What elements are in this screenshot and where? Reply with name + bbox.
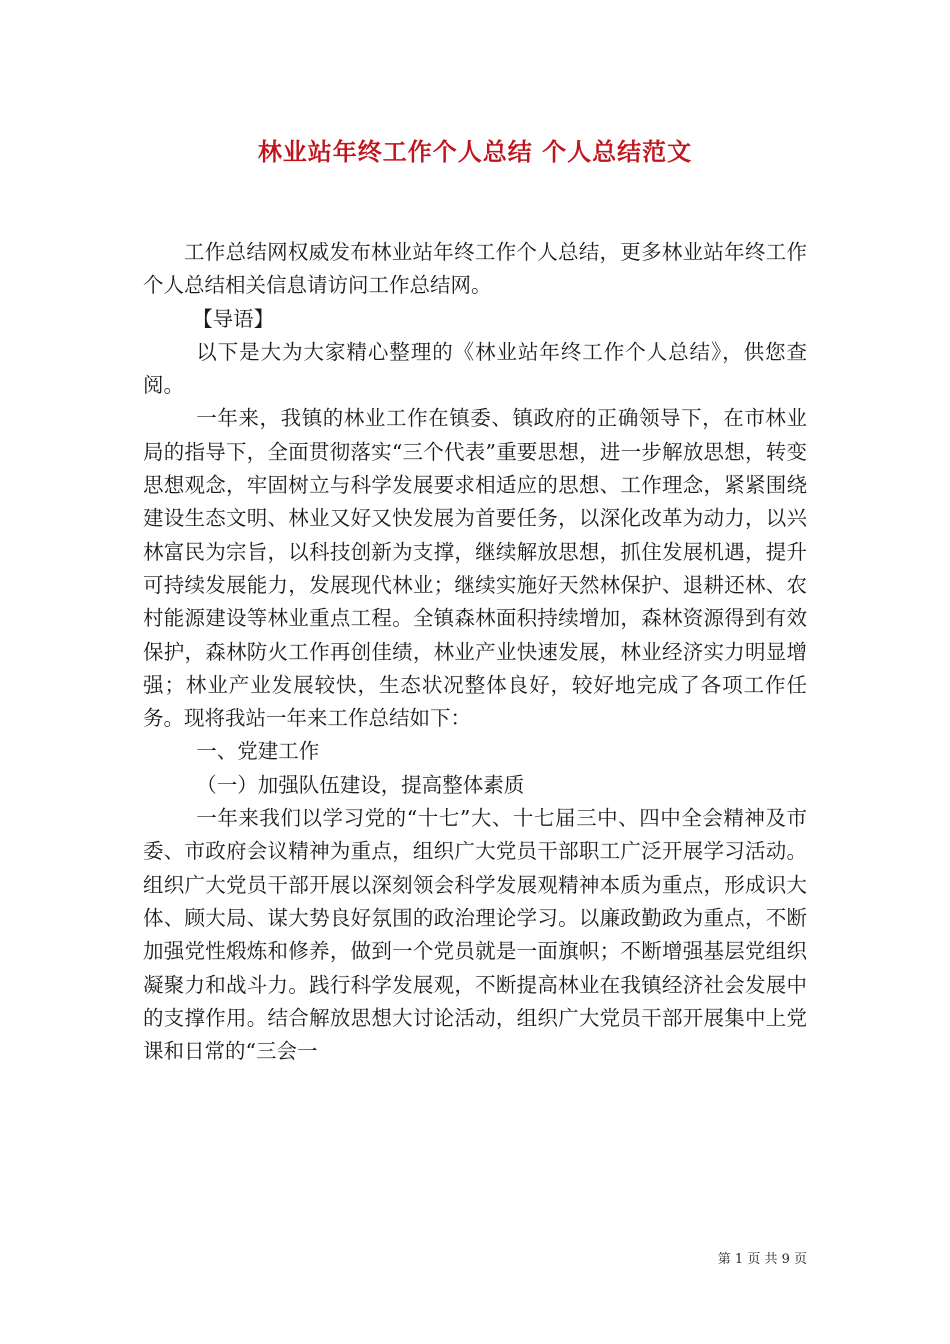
lead-paragraph: 以下是大为大家精心整理的《林业站年终工作个人总结》，供您查阅。: [143, 339, 807, 398]
subsection-heading-team-building: （一）加强队伍建设，提高整体素质: [196, 772, 525, 797]
section-heading-party-building: 一、党建工作: [196, 739, 320, 764]
summary-paragraph: 一年来，我镇的林业工作在镇委、镇政府的正确领导下，在市林业局的指导下，全面贯彻落实“三个代表”重要思想，进一步解放思想，转变思想观念，牢固树立与科学发展要求相适应的思想、工作理念，紧紧围绕建设生态文明、林业又好又快发展为首要任务，以深化改革为动力，以兴林富民为宗旨，以科技创新为支撑，继续解放思想，抓住发展机遇，提升可持续发展能力，发展现代林业；继续实施好天然林保护、退耕还林、农村能源建设等林业重点工程。全镇森林面积持续增加，森林资源得到有效保护，森林防火工作再创佳绩，林业产业快速发展，林业经济实力明显增强；林业产业发展较快，生态状况整体良好，较好地完成了各项工作任务。现将我站一年来工作总结如下：: [143, 406, 807, 731]
team-building-paragraph: 一年来我们以学习党的“十七”大、十七届三中、四中全会精神及市委、市政府会议精神为重点，组织广大党员干部职工广泛开展学习活动。组织广大党员干部开展以深刻领会科学发展观精神本质为重点，形成识大体、顾大局、谋大势良好氛围的政治理论学习。以廉政勤政为重点，不断加强党性煅炼和修养，做到一个党员就是一面旗帜；不断增强基层党组织凝聚力和战斗力。践行科学发展观，不断提高林业在我镇经济社会发展中的支撑作用。结合解放思想大讨论活动，组织广大党员干部开展集中上党课和日常的“三会一: [143, 806, 807, 1064]
page-number-footer: 第 1 页 共 9 页: [717, 1252, 807, 1267]
document-title: 林业站年终工作个人总结 个人总结范文: [257, 137, 693, 166]
lead-heading: 【导语】: [192, 306, 275, 331]
document-body: [143, 236, 807, 1068]
intro-paragraph: 工作总结网权威发布林业站年终工作个人总结，更多林业站年终工作个人总结相关信息请访问工作总结网。: [143, 240, 807, 298]
